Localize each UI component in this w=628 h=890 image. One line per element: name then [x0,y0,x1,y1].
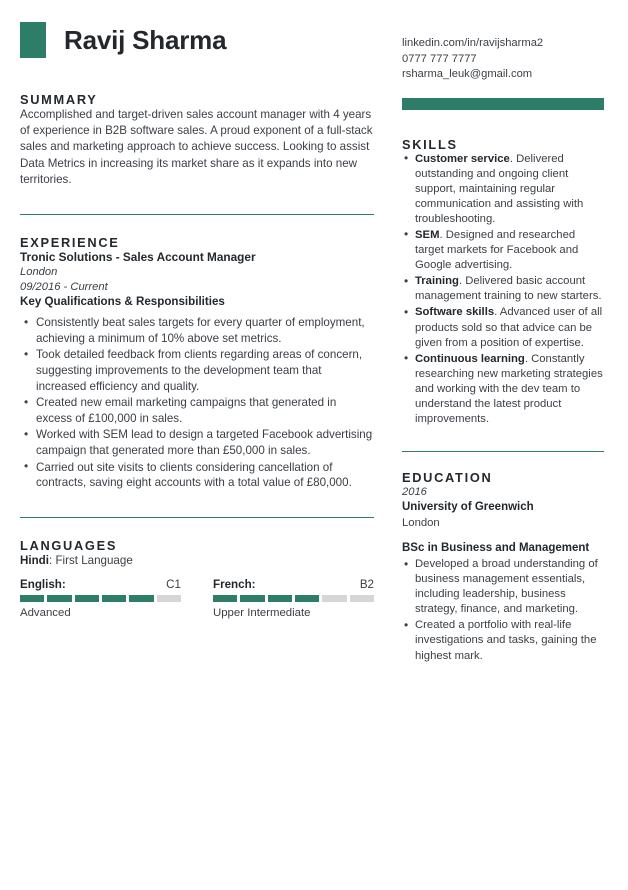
experience-job [20,250,374,491]
job-subheading: Key Qualifications & Responsibilities [20,295,225,309]
skills-list [402,152,604,428]
languages-divider [20,517,374,518]
skill-item [402,352,604,427]
meter-segment [322,595,346,602]
summary-heading: SUMMARY [20,92,98,107]
name-header [20,22,374,58]
name-accent-block [20,22,46,58]
language-level: B2 [359,577,374,591]
summary-section [20,92,374,188]
language-description: Advanced [20,606,71,619]
contact-block [402,36,604,110]
skill-item [402,152,604,227]
language-proficiency-meter [20,595,181,602]
first-language-value: First Language [55,553,133,567]
education-bullet-list [402,557,604,664]
meter-segment [20,595,44,602]
skills-section [402,137,604,428]
job-bullet-list [20,315,374,491]
skill-item [402,305,604,350]
skills-heading: SKILLS [402,136,458,152]
language-proficiency-meter [213,595,374,602]
skill-text: . Advanced user of all products sold so that advice can be given from a position of expertise. [415,306,603,349]
experience-heading: EXPERIENCE [20,235,120,251]
job-bullet: • Took detailed feedback from clients regarding areas of concern, suggesting improvements to the development team that increased efficiency and quality. [20,347,374,394]
meter-segment [295,595,319,602]
first-language-row [20,553,374,569]
job-bullet: • Carried out site visits to clients considering cancellation of contracts, saving eight accounts with a total value of £80,000. [20,460,374,491]
meter-segment [268,595,292,602]
language-level: C1 [166,577,181,591]
job-bullet: • Consistently beat sales targets for every quarter of employment, achieving a minimum of 10% above set metrics. [20,315,374,346]
meter-segment [240,595,264,602]
skill-lead: SEM [415,228,440,241]
job-bullet: • Created new email marketing campaigns that generated in excess of £100,000 in sales. [20,395,374,426]
meter-segment [157,595,181,602]
meter-segment [350,595,374,602]
skill-text: . Delivered basic account management training to new starters. [415,275,602,303]
first-language-separator: : [48,553,56,567]
education-heading: EDUCATION [402,470,493,486]
experience-divider [20,214,374,215]
language-name: English: [20,577,66,591]
education-divider [402,451,604,452]
skill-text: . Delivered outstanding and ongoing client support, maintaining regular communication and assisting with troubleshooting. [415,152,584,225]
contact-email[interactable]: rsharma_leuk@gmail.com [402,68,533,80]
language-description: Upper Intermediate [213,606,311,619]
skill-lead: Customer service [415,152,510,165]
language-item-english [20,578,181,621]
job-title: Tronic Solutions - Sales Account Manager [20,250,256,265]
language-item-french [213,578,374,621]
skill-text: . Designed and researched target markets for Facebook and Google advertising. [415,228,579,272]
meter-segment [102,595,126,602]
education-degree: BSc in Business and Management [402,542,590,554]
job-bullet: • Worked with SEM lead to design a targeted Facebook advertising campaign that generated more than £50,000 in sales. [20,427,374,458]
job-location: London [20,266,58,279]
experience-section [20,214,374,491]
meter-segment [75,595,99,602]
education-section [402,451,604,663]
education-bullet: • Developed a broad understanding of business management essentials, including leadership, business strategy, finance, and marketing. [402,557,604,617]
languages-section [20,517,374,621]
right-column [392,0,628,890]
skill-lead: Software skills [415,306,495,319]
skill-lead: Continuous learning [415,352,525,365]
education-year: 2016 [402,486,427,499]
summary-text: Accomplished and target-driven sales account manager with 4 years of experience in B2B software sales. A proud exponent of a full-stack sales and marketing approach to achieve success. Looking to assist Data Metrics in increasing its market share as it expands into new territories. [20,108,373,186]
skill-item [402,274,604,304]
education-bullet: • Created a portfolio with real-life investigations and tasks, gaining the highest mark. [402,618,604,663]
language-header [213,578,374,591]
skill-text: . Constantly researching new marketing strategies and working with the dev team to understand the latest product improvements. [415,352,603,426]
meter-segment [213,595,237,602]
language-grid [20,578,374,621]
contact-linkedin[interactable]: linkedin.com/in/ravijsharma2 [402,37,544,49]
languages-heading: LANGUAGES [20,537,118,553]
candidate-name: Ravij Sharma [64,25,227,55]
language-header [20,578,181,591]
skill-lead: Training [415,275,459,288]
contact-accent-bar [402,98,604,110]
education-city: London [402,516,440,529]
contact-phone: 0777 777 7777 [402,52,477,65]
meter-segment [47,595,71,602]
education-school: University of Greenwich [402,501,534,514]
language-name: French: [213,577,256,591]
skill-item [402,228,604,273]
first-language-label: Hindi [20,553,49,567]
meter-segment [129,595,153,602]
job-dates: 09/2016 - Current [20,280,108,293]
